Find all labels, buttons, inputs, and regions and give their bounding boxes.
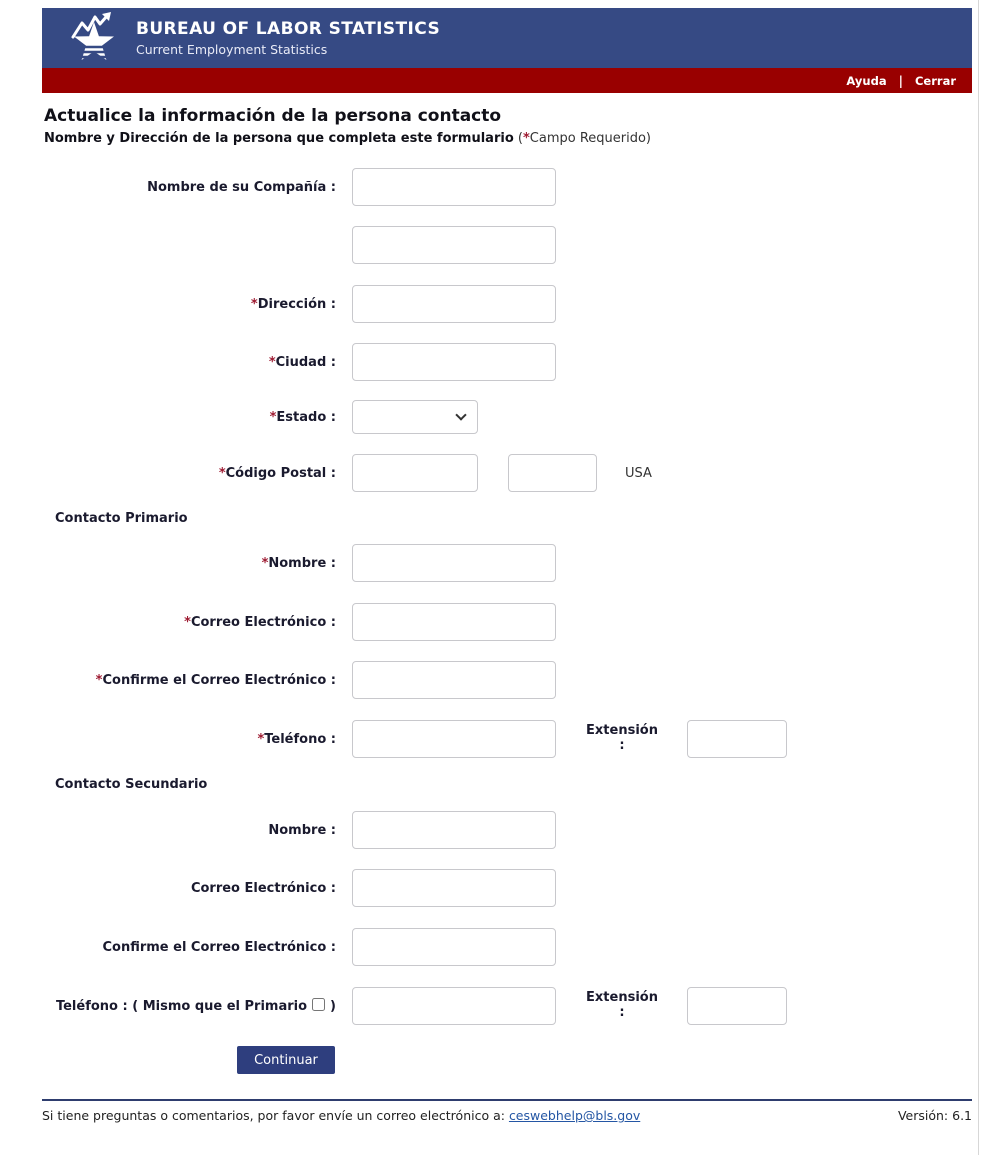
company-name-2-input[interactable] [352,226,556,264]
address-input[interactable] [352,285,556,323]
zip-input[interactable] [352,454,478,492]
page-instructions: Nombre y Dirección de la persona que completa este formulario (*Campo Requerido) [44,131,651,146]
footer-message: Si tiene preguntas o comentarios, por favor envíe un correo electrónico a: [42,1108,509,1123]
state-select[interactable] [352,400,478,434]
primary-email-input[interactable] [352,603,556,641]
zip-plus4-input[interactable] [508,454,597,492]
secondary-phone-label: Teléfono : ( Mismo que el Primario ) [55,999,336,1014]
zip-row [42,454,972,492]
primary-phone-label: *Teléfono : [257,731,336,747]
primary-extension-label: Extensión : [586,723,658,753]
nav-separator: | [898,73,903,88]
agency-title: BUREAU OF LABOR STATISTICS [136,19,441,40]
primary-name-input[interactable] [352,544,556,582]
secondary-contact-section-heading: Contacto Secundario [55,777,208,792]
company-name-row [42,168,972,206]
primary-email-confirm-row [42,661,972,699]
page-title: Actualice la información de la persona contacto [44,106,502,126]
company-name-2-row [42,226,972,264]
primary-email-confirm-label: *Confirme el Correo Electrónico : [95,672,336,688]
footer [42,1108,972,1123]
country-label: USA [625,465,652,481]
primary-phone-input[interactable] [352,720,556,758]
secondary-email-confirm-row [42,928,972,966]
secondary-phone-ext-input[interactable] [687,987,787,1025]
primary-name-label: *Nombre : [261,555,336,571]
program-subtitle: Current Employment Statistics [136,41,328,57]
zip-label: *Código Postal : [218,465,336,481]
secondary-name-input[interactable] [352,811,556,849]
address-row [42,285,972,323]
secondary-email-input[interactable] [352,869,556,907]
primary-email-label: *Correo Electrónico : [184,614,336,630]
required-asterisk: * [522,131,530,146]
city-row [42,343,972,381]
address-label: *Dirección : [250,296,336,312]
secondary-extension-label: Extensión : [586,990,658,1020]
close-link[interactable]: Cerrar [914,73,956,88]
primary-email-confirm-input[interactable] [352,661,556,699]
secondary-name-label: Nombre : [268,822,336,838]
help-link[interactable]: Ayuda [846,73,887,88]
version-label: Versión: 6.1 [897,1108,972,1123]
company-name-input[interactable] [352,168,556,206]
same-as-primary-checkbox[interactable] [312,998,325,1011]
support-email-link[interactable]: ceswebhelp@bls.gov [508,1108,641,1123]
city-label: *Ciudad : [268,354,336,370]
primary-phone-row [42,720,972,758]
page-right-border [978,0,979,1155]
required-note: Campo Requerido) [529,131,651,146]
secondary-name-row [42,811,972,849]
secondary-phone-row [42,987,972,1025]
primary-phone-ext-input[interactable] [687,720,787,758]
primary-contact-section-heading: Contacto Primario [55,511,188,526]
footer-divider [42,1099,972,1101]
continuar-button[interactable]: Continuar [237,1046,335,1074]
secondary-phone-input[interactable] [352,987,556,1025]
header-banner [42,8,972,68]
instructions-text: Nombre y Dirección de la persona que completa este formulario [44,131,514,146]
secondary-email-confirm-input[interactable] [352,928,556,966]
company-name-label: Nombre de su Compañía : [147,179,336,195]
header [42,8,972,93]
state-label: *Estado : [269,409,336,425]
city-input[interactable] [352,343,556,381]
state-row [42,400,972,434]
bls-star-logo-icon [68,12,120,64]
primary-email-row [42,603,972,641]
secondary-email-label: Correo Electrónico : [190,880,336,896]
secondary-email-row [42,869,972,907]
primary-name-row [42,544,972,582]
utility-nav [42,68,972,93]
secondary-email-confirm-label: Confirme el Correo Electrónico : [102,939,336,955]
